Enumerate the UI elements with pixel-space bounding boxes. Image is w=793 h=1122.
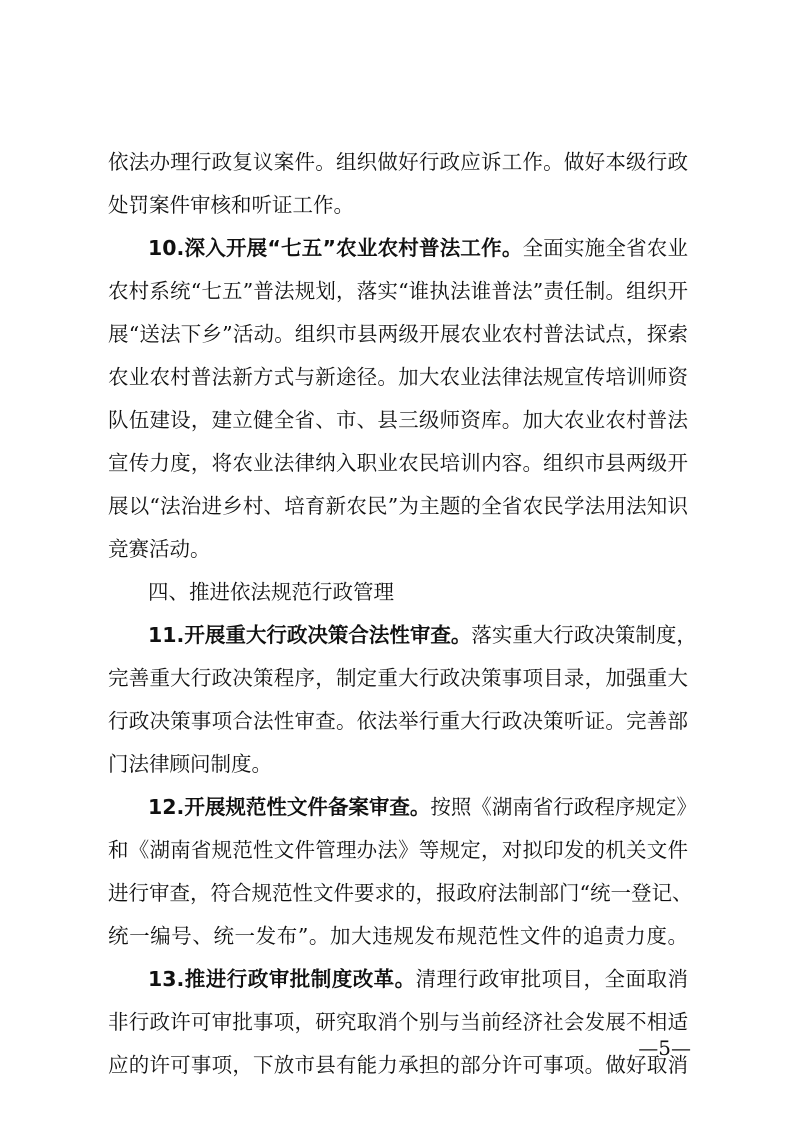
item-10-text: 全面实施全省农业 (522, 236, 688, 260)
body-line: 依法办理行政复议案件。组织做好行政应诉工作。做好本级行政 (108, 150, 688, 174)
body-line: 进行审查，符合规范性文件要求的，报政府法制部门“统一登记、 (108, 881, 693, 905)
body-line: 和《湖南省规范性文件管理办法》等规定，对拟印发的机关文件 (108, 838, 688, 862)
body-line: 竞赛活动。 (108, 537, 211, 561)
body-line: 展以“法治进乡村、培育新农民”为主题的全省农民学法用法知识 (108, 494, 688, 518)
body-line: 完善重大行政决策程序，制定重大行政决策事项目录，加强重大 (108, 666, 688, 690)
body-line: 处罚案件审核和听证工作。 (108, 193, 354, 217)
page-number: —5— (638, 1036, 691, 1060)
item-13-text: 清理行政审批项目，全面取消 (415, 967, 688, 991)
body-line: 队伍建设，建立健全省、市、县三级师资库。加大农业农村普法 (108, 408, 688, 432)
item-12-text: 按照《湖南省行政程序规定》 (430, 795, 697, 819)
body-line: 门法律顾问制度。 (108, 752, 272, 776)
body-line: 非行政许可审批事项，研究取消个别与当前经济社会发展不相适 (108, 1010, 688, 1034)
item-12-heading: 12.开展规范性文件备案审查。 (148, 795, 431, 819)
body-line: 宣传力度，将农业法律纳入职业农民培训内容。组织市县两级开 (108, 451, 688, 475)
item-11-first-line (148, 620, 697, 650)
body-line: 统一编号、统一发布”。加大违规发布规范性文件的追责力度。 (108, 924, 688, 948)
item-12-first-line (148, 792, 697, 822)
item-11-heading: 11.开展重大行政决策合法性审查。 (148, 623, 472, 647)
item-10-heading: 10.深入开展“七五”农业农村普法工作。 (148, 236, 523, 260)
item-11-text: 落实重大行政决策制度， (471, 623, 697, 647)
section-heading: 四、推进依法规范行政管理 (148, 580, 394, 604)
body-line: 展“送法下乡”活动。组织市县两级开展农业农村普法试点，探索 (108, 322, 688, 346)
item-13-first-line (148, 964, 688, 994)
body-line: 应的许可事项，下放市县有能力承担的部分许可事项。做好取消 (108, 1053, 688, 1077)
body-line: 农业农村普法新方式与新途径。加大农业法律法规宣传培训师资 (108, 365, 688, 389)
body-line: 行政决策事项合法性审查。依法举行重大行政决策听证。完善部 (108, 709, 688, 733)
item-13-heading: 13.推进行政审批制度改革。 (148, 967, 416, 991)
item-10-first-line (148, 233, 688, 263)
body-line: 农村系统“七五”普法规划，落实“谁执法谁普法”责任制。组织开 (108, 279, 688, 303)
